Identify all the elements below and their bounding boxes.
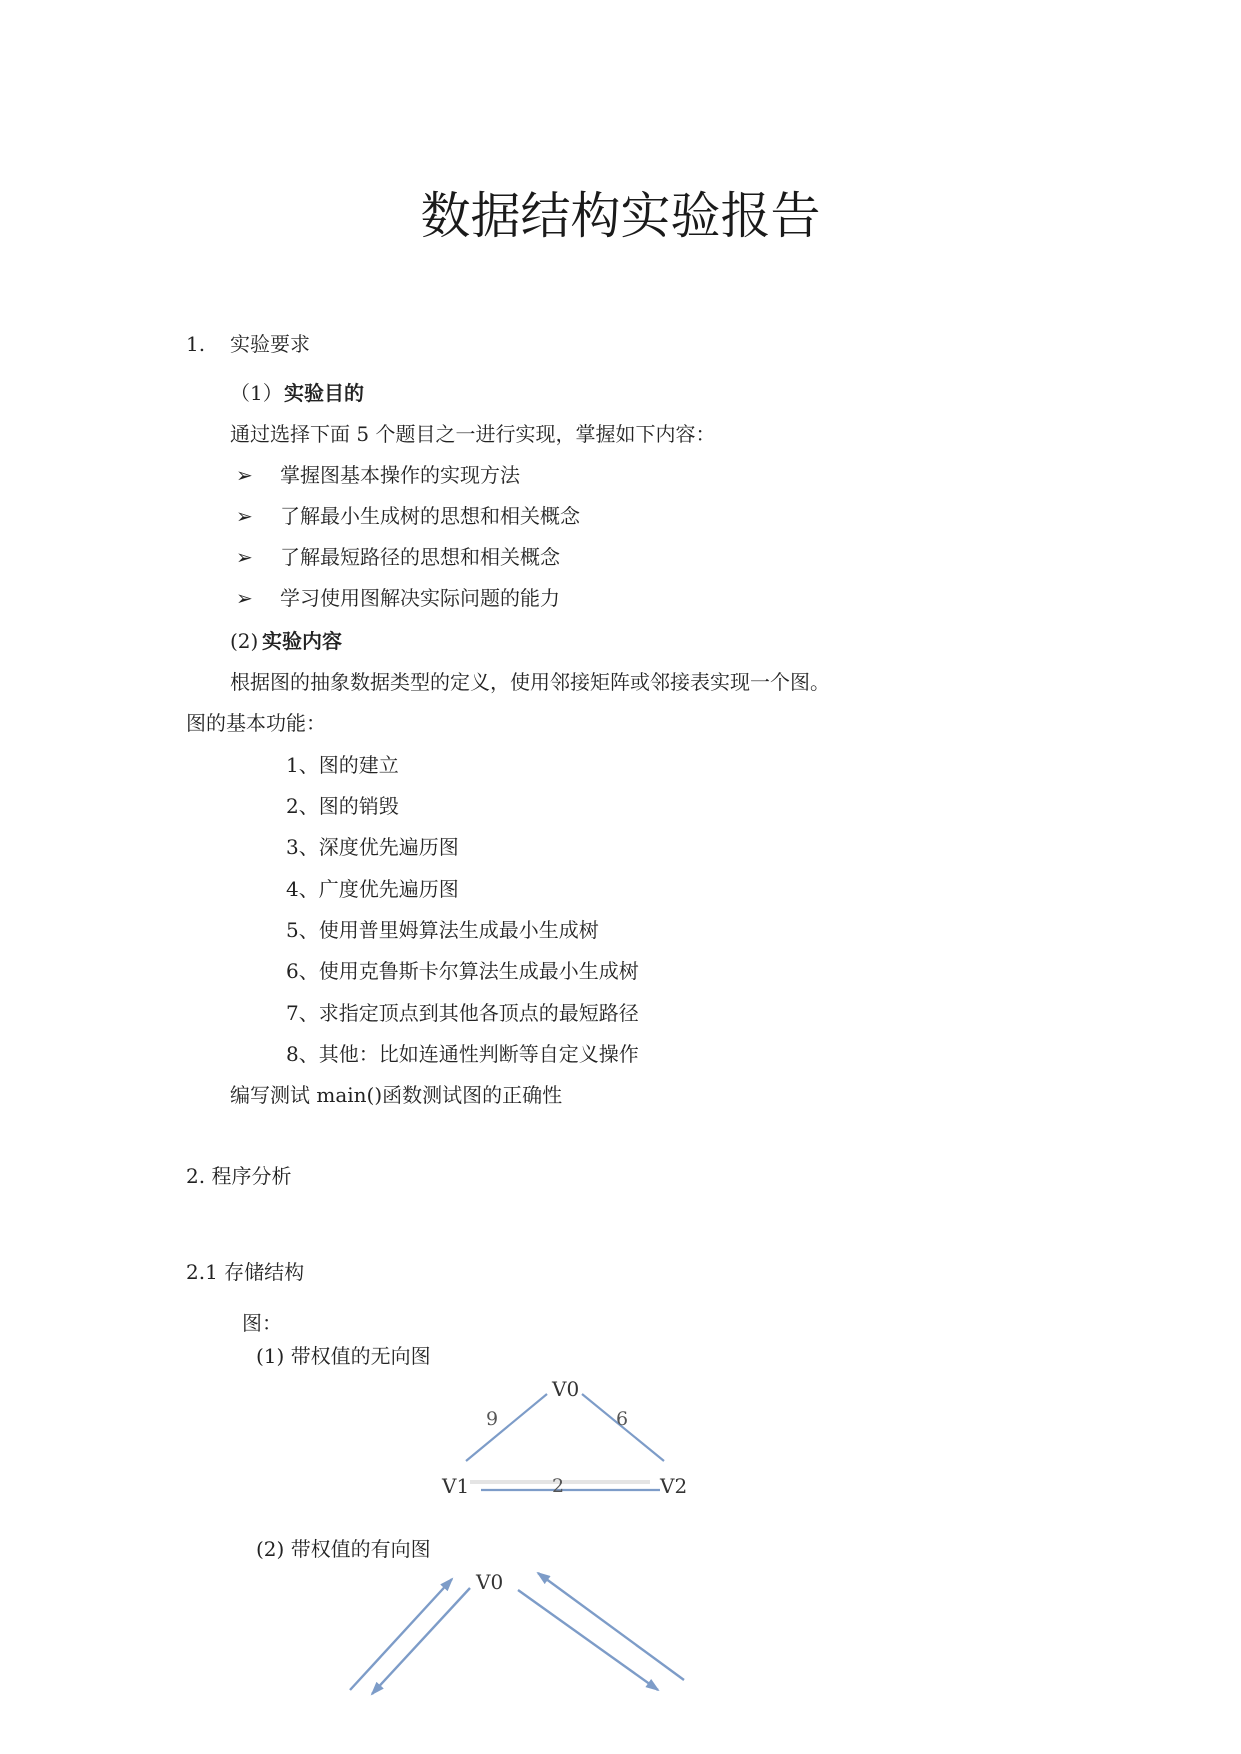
weight-v0-v1: 9	[486, 1408, 499, 1430]
weight-v0-v2: 6	[616, 1408, 629, 1430]
bullet-arrow-icon: ➢	[236, 463, 253, 487]
arc-vx-v0	[538, 1573, 684, 1680]
node-v1: V1	[442, 1474, 470, 1498]
bullet-arrow-icon: ➢	[236, 504, 253, 528]
sub1-label: 实验目的	[284, 381, 364, 405]
function-item: 4、广度优先遍历图	[286, 877, 459, 901]
sub1-number: （1）	[230, 381, 283, 405]
test-line: 编写测试 main()函数测试图的正确性	[230, 1083, 563, 1107]
content-line-2: 图的基本功能：	[186, 711, 326, 735]
directed-caption: (2) 带权值的有向图	[256, 1537, 431, 1561]
arc-v2-v0	[350, 1579, 452, 1690]
function-item: 2、图的销毁	[286, 794, 399, 818]
bullet-item: 掌握图基本操作的实现方法	[280, 463, 520, 487]
sub2-label: 实验内容	[262, 629, 342, 653]
section1-number: 1.	[186, 332, 206, 356]
bullet-arrow-icon: ➢	[236, 545, 253, 569]
section2-1-heading: 2.1 存储结构	[186, 1260, 305, 1284]
section1-heading: 实验要求	[230, 332, 310, 356]
node-v2: V2	[660, 1474, 688, 1498]
node-v0: V0	[552, 1377, 580, 1401]
function-item: 6、使用克鲁斯卡尔算法生成最小生成树	[286, 959, 639, 983]
function-item: 5、使用普里姆算法生成最小生成树	[286, 918, 599, 942]
document-title: 数据结构实验报告	[420, 187, 821, 245]
undirected-caption: (1) 带权值的无向图	[256, 1344, 431, 1368]
function-item: 3、深度优先遍历图	[286, 835, 459, 859]
bullet-arrow-icon: ➢	[236, 586, 253, 610]
intro-text: 通过选择下面 5 个题目之一进行实现，掌握如下内容：	[230, 422, 716, 446]
content-line-1: 根据图的抽象数据类型的定义，使用邻接矩阵或邻接表实现一个图。	[230, 670, 830, 694]
bullet-item: 了解最短路径的思想和相关概念	[280, 545, 560, 569]
bullet-item: 学习使用图解决实际问题的能力	[280, 586, 560, 610]
weight-v1-v2: 2	[552, 1475, 565, 1497]
arc-v0-v1	[372, 1588, 470, 1694]
sub2-number: (2)	[230, 629, 259, 653]
graph-label: 图：	[242, 1311, 282, 1335]
function-item: 1、图的建立	[286, 753, 399, 777]
edge-v0-v1	[466, 1394, 547, 1461]
function-item: 7、求指定顶点到其他各顶点的最短路径	[286, 1001, 639, 1025]
function-item: 8、其他：比如连通性判断等自定义操作	[286, 1042, 639, 1066]
bullet-item: 了解最小生成树的思想和相关概念	[280, 504, 580, 528]
section2-heading: 2. 程序分析	[186, 1164, 292, 1188]
arc-v0-vx	[518, 1590, 658, 1690]
directed-node-v0: V0	[476, 1570, 504, 1594]
